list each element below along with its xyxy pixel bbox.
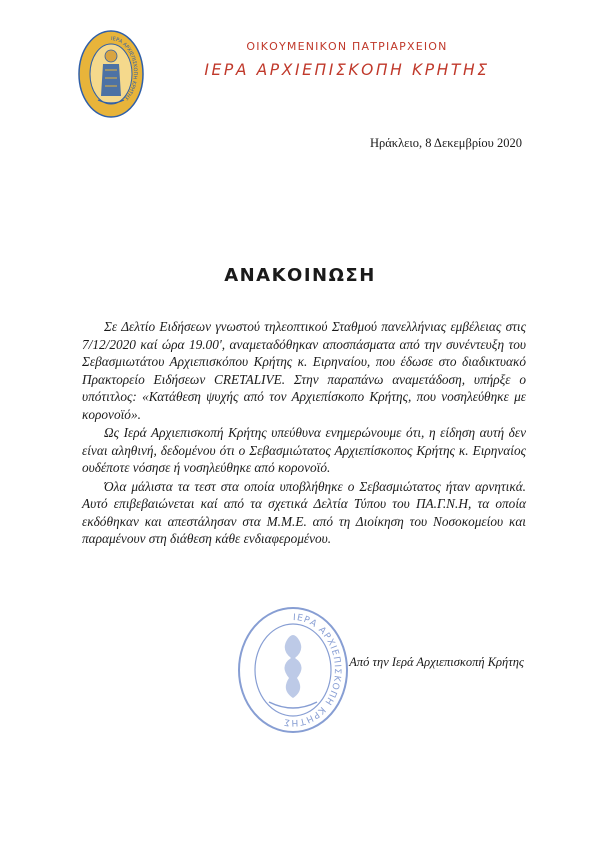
official-stamp-icon — [235, 606, 351, 736]
document-date: Ηράκλειο, 8 Δεκεμβρίου 2020 — [369, 136, 522, 150]
letterhead — [78, 30, 538, 122]
archdiocese-seal-icon — [78, 30, 144, 118]
paragraph: Όλα μάλιστα τα τεστ στα οποία υποβλήθηκε ο Σεβασμιώτατος ήταν αρνητικά. Αυτό επιβεβαιώνεται καί από τα σχετικά Δελτία Τύπου του ΠΑ.Γ.Ν.Η, τα οποία εκδόθηκαν και απεστάλησαν στα Μ.Μ.Ε. από τη Διοίκηση του Νοσοκομείου και παραμένουν στη διάθεση κάθε ενδιαφερομένου. — [82, 478, 526, 546]
announcement-body — [82, 318, 526, 549]
page-title: ΑΝΑΚΟΙΝΩΣΗ — [224, 265, 376, 286]
letterhead-text — [162, 40, 532, 79]
svg-text:ΙΕΡΑ ΑΡΧΙΕΠΙΣΚΟΠΗ ΚΡΗΤΗΣ: ΙΕΡΑ ΑΡΧΙΕΠΙΣΚΟΠΗ ΚΡΗΤΗΣ — [282, 612, 343, 728]
signature-line: Από την Ιερά Αρχιεπισκοπή Κρήτης — [349, 655, 524, 669]
svg-text:ΙΕΡΑ ΑΡΧΙΕΠΙΣΚΟΠΗ ΚΡΗΤΗΣ: ΙΕΡΑ ΑΡΧΙΕΠΙΣΚΟΠΗ ΚΡΗΤΗΣ — [110, 35, 138, 101]
archdiocese-name: ΙΕΡΑ ΑΡΧΙΕΠΙΣΚΟΠΗ ΚΡΗΤΗΣ — [204, 61, 490, 79]
paragraph: Σε Δελτίο Ειδήσεων γνωστού τηλεοπτικού Σταθμού πανελλήνιας εμβέλειας στις 7/12/2020 καί ώρα 19.00', αναμεταδόθηκαν αποσπάσματα από την συνέντευξη του Σεβασμιωτάτου Αρχιεπισκόπου Κρήτης κ. Ειρηναίου, που έδωσε στο διαδικτυακό Πρακτορείο Ειδήσεων CRETALIVE. Στην παραπάνω αναμετάδοση, υπήρξε ο υπότιτλος: «Κατάθεση ψυχής από τον Αρχιεπίσκοπο Κρήτης, που νοσηλεύθηκε με κορονοϊό». — [82, 319, 526, 422]
paragraph: Ως Ιερά Αρχιεπισκοπή Κρήτης υπεύθυνα ενημερώνουμε ότι, η είδηση αυτή δεν είναι αληθινή, δεδομένου ότι ο Σεβασμιώτατος Αρχιεπίσκοπος Κρήτης κ. Ειρηναίος ουδέποτε νόσησε ή νοσηλεύθηκε από κορονοϊό. — [82, 425, 526, 475]
patriarchate-name: ΟΙΚΟΥΜΕΝΙΚΟΝ ΠΑΤΡΙΑΡΧΕΙΟΝ — [246, 40, 448, 53]
